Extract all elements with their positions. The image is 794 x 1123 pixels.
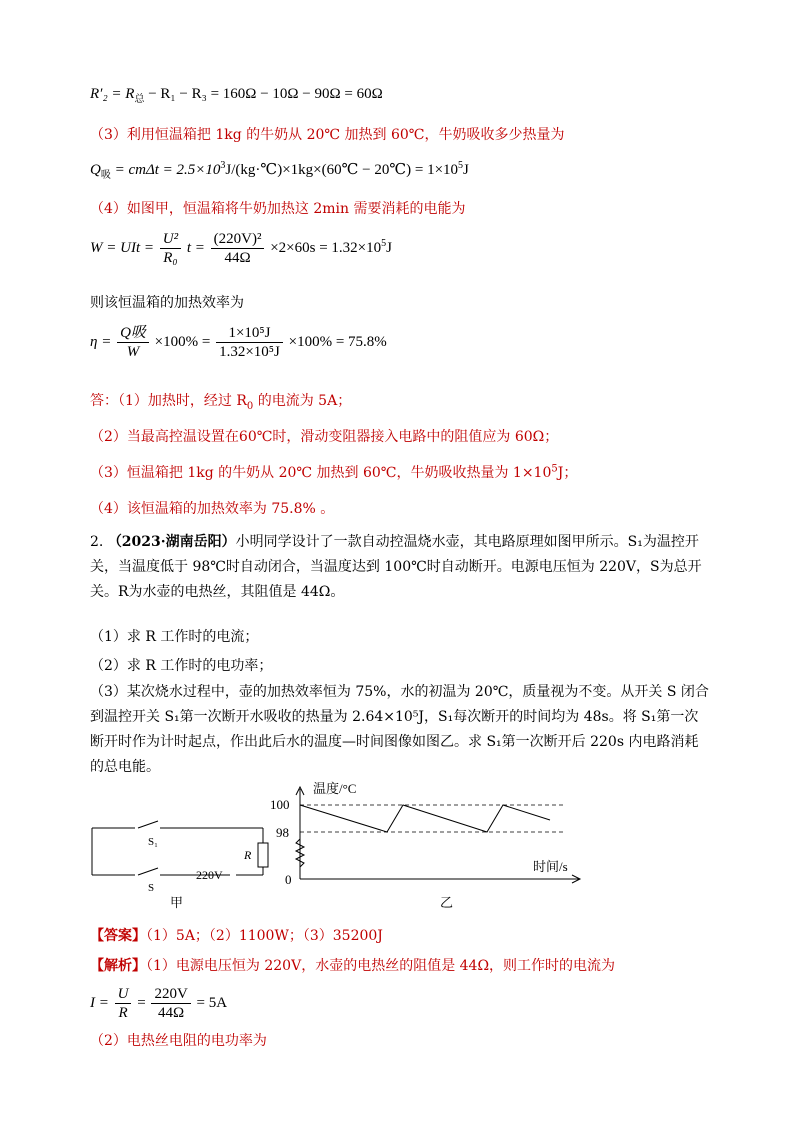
equation-efficiency: [90, 324, 387, 361]
eq4-num1: Q吸: [117, 324, 149, 343]
eq4-rest: ×100% = 75.8%: [288, 333, 387, 350]
eq3-lhs: W = UIt =: [90, 239, 158, 256]
eq3-exp: 5: [381, 237, 387, 249]
switch-s1-blade: [138, 821, 158, 828]
eq2-q: Q: [90, 162, 101, 178]
caption-jia: 甲: [170, 895, 184, 910]
question-part-2: （2）求 R 工作时的电功率；: [90, 658, 273, 674]
figure: [0, 775, 794, 915]
eq1-rest: − R₁ − R₃ = 160Ω − 10Ω − 90Ω = 60Ω: [144, 86, 383, 102]
eq3-mid: t =: [186, 239, 209, 256]
question-stem-text: 小明同学设计了一款自动控温烧水壶，其电路原理如图甲所示。S₁为温控开关，当温度低于 98℃时自动闭合，当温度达到 100℃时自动断开。电源电压恒为 220V，S为总开关。R为水壶的电热丝，其阻值是 44Ω。: [90, 534, 702, 600]
eq2-exp2: 5: [458, 160, 464, 171]
eq5-mid: =: [137, 994, 150, 1011]
tick-0: 0: [285, 872, 292, 887]
analysis-tag: 【解析】: [90, 958, 146, 974]
switch-s-blade: [138, 868, 158, 875]
question-2-stem: [90, 530, 710, 605]
eq3-den1: R₀: [163, 250, 178, 266]
graph-ylabel: 温度/°C: [313, 781, 357, 796]
answer-1-suffix: 的电流为 5A；: [253, 393, 352, 409]
eq3-rest: ×2×60s = 1.32×10: [270, 239, 382, 256]
eq4-mid: ×100% =: [154, 333, 215, 350]
answer-text: （1）5A；（2）1100W；（3）35200J: [146, 928, 383, 944]
step4-text: （4）如图甲，恒温箱将牛奶加热这 2min 需要消耗的电能为: [90, 201, 466, 217]
answer-tag: 【答案】: [90, 928, 146, 944]
eq3-frac2: [211, 230, 265, 267]
eq4-lhs: η =: [90, 333, 116, 350]
label-s1: S₁: [148, 836, 158, 848]
answer-4: （4）该恒温箱的加热效率为 75.8% 。: [90, 501, 335, 517]
answer-3-exp: 5: [551, 463, 558, 475]
equation-energy: [90, 230, 392, 267]
eq4-frac1: [117, 324, 149, 361]
temperature-curve: [300, 805, 550, 832]
answer-3-suffix: J；: [557, 465, 578, 481]
tick-98: 98: [276, 825, 289, 840]
step3-text: （3）利用恒温箱把 1kg 的牛奶从 20℃ 加热到 60℃，牛奶吸收多少热量为: [90, 127, 565, 143]
tick-100: 100: [270, 797, 290, 812]
eq3-num2: (220V)²: [211, 230, 265, 249]
equation-current: [90, 985, 227, 1022]
eq4-den1: W: [126, 344, 140, 360]
answer-3-prefix: （3）恒温箱把 1kg 的牛奶从 20℃ 加热到 60℃，牛奶吸收热量为 1×10: [90, 465, 552, 481]
circuit-diagram: [92, 821, 268, 875]
eq2-exp: 3: [220, 160, 226, 171]
eq5-frac2: [151, 985, 190, 1022]
eq4-frac2: [216, 324, 283, 361]
eq5-frac1: [115, 985, 132, 1022]
eq3-num1: U²: [160, 230, 181, 249]
answer-line: [90, 925, 383, 945]
answer-1-prefix: 答：（1）加热时，经过 R: [90, 393, 247, 409]
answer-1: [90, 390, 351, 412]
equation-heat: [90, 160, 469, 181]
caption-yi: 乙: [440, 895, 454, 910]
eq5-den1: R: [118, 1005, 128, 1021]
resistor-r: [258, 843, 268, 867]
eq2-unit: J: [463, 162, 469, 178]
question-part-1: （1）求 R 工作时的电流；: [90, 629, 259, 645]
analysis-text: （1）电源电压恒为 220V，水壶的电热丝的阻值是 44Ω，则工作时的电流为: [146, 958, 616, 974]
eq1-lhs: R′₂ = R: [90, 86, 135, 102]
eq2-qsub: 吸: [100, 170, 111, 181]
label-voltage: 220V: [196, 868, 223, 882]
graph-xlabel: 时间/s: [533, 859, 568, 874]
eq5-num2: 220V: [151, 985, 190, 1004]
efficiency-text: 则该恒温箱的加热效率为: [90, 295, 244, 311]
equation-r2: [90, 86, 383, 105]
eq5-lhs: I =: [90, 994, 113, 1011]
analysis-next: （2）电热丝电阻的电功率为: [90, 1033, 267, 1049]
eq5-num1: U: [115, 985, 132, 1004]
eq2-rest2: J/(kg·℃)×1kg×(60℃ − 20℃) = 1×10: [225, 162, 459, 178]
eq3-unit: J: [386, 239, 392, 256]
answer-2: （2）当最高控温设置在60℃时，滑动变阻器接入电路中的阻值应为 60Ω；: [90, 429, 559, 445]
eq2-rest: = cmΔt = 2.5×10: [110, 162, 221, 178]
eq1-sub: 总: [134, 94, 145, 105]
label-s: S: [148, 882, 155, 894]
eq5-rest: = 5A: [196, 994, 228, 1011]
question-source: （2023·湖南岳阳）: [107, 534, 236, 550]
label-r: R: [244, 848, 252, 862]
eq3-frac1: [160, 230, 181, 267]
analysis-line: [90, 955, 615, 975]
eq5-den2: 44Ω: [158, 1005, 185, 1021]
eq4-num2: 1×10⁵J: [216, 324, 283, 343]
eq4-den2: 1.32×10⁵J: [219, 344, 280, 360]
eq3-den2: 44Ω: [224, 250, 251, 266]
question-part-3: （3）某次烧水过程中，壶的加热效率恒为 75%，水的初温为 20℃，质量视为不变。从开关 S 闭合到温控开关 S₁第一次断开水吸收的热量为 2.64×10⁵J，S₁每次断开的时间均为 48s。将 S₁第一次断开时作为计时起点，作出此后水的温度—时间图像如图乙。求 S₁第一次断开后 220s 内电路消耗的总电能。: [90, 684, 709, 775]
answer-1-sub: 0: [246, 400, 254, 412]
answer-3: [90, 462, 577, 482]
question-number: 2.: [90, 534, 104, 550]
